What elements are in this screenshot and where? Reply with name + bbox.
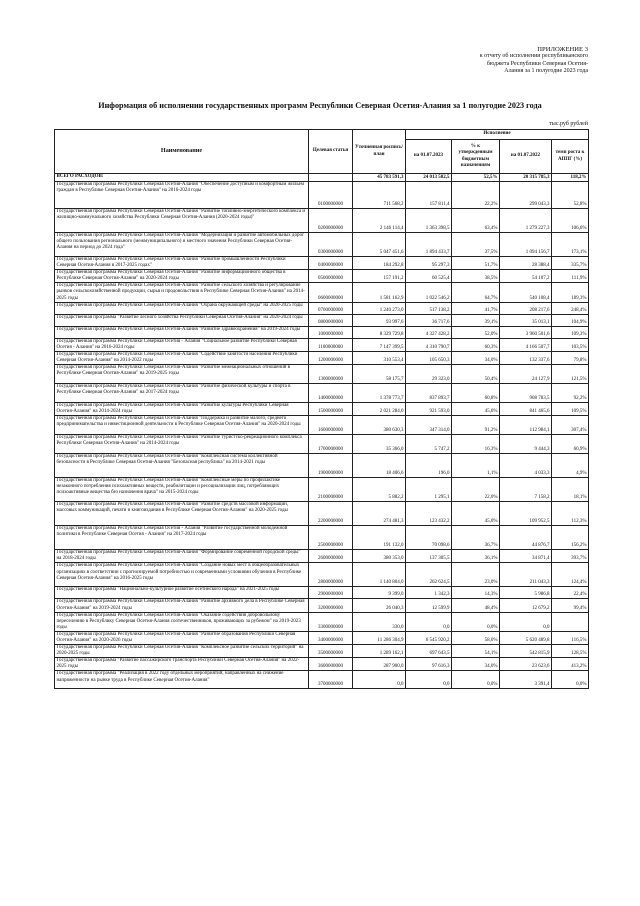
growth-value: 116,5% (552, 631, 589, 644)
table-row (55, 283, 589, 302)
table-row (55, 314, 589, 326)
header-plan: Уточненная роспись/план (353, 130, 406, 174)
plan-value: 26 040,3 (353, 599, 406, 612)
growth-value: 106,6% (552, 209, 589, 233)
plan-value: 9 399,0 (353, 587, 406, 599)
exec-2022-value: 4 166 507,7 (500, 338, 552, 351)
table-row (55, 326, 589, 338)
program-name: Государственная программа Республики Северная Осетия-Алания "Создание новых мест в общеобразовательных организациях в соответствии с прогнозируемой потребностью и современными условиями обучения в Республике Северная Осетия-Алания" на 2016-2025 годы (55, 563, 309, 587)
growth-value: 4,9% (552, 454, 589, 478)
table-row (55, 671, 589, 689)
target-code: 3400000000 (309, 631, 353, 644)
exec-2023-value: 5 747,2 (406, 435, 452, 454)
growth-value: 111,9% (552, 270, 589, 283)
program-name: Государственная программа Республики Северная Осетия-Алания "Формирование современной городской среды" на 2018-2024 годы (55, 550, 309, 563)
percent-value: 16,3% (452, 435, 500, 454)
table-row (55, 403, 589, 416)
exec-2022-value: 908 783,5 (500, 384, 552, 403)
exec-2022-value: 44 876,7 (500, 526, 552, 550)
growth-value (552, 612, 589, 631)
table-row (55, 209, 589, 233)
program-name: Государственная программа Республики Северная Осетия-Алания "Развитие топливно-энергетического комплекса и жилищно-коммунального хозяйства Республики Северная Осетия-Алания (2020-2024 годы)" (55, 209, 309, 233)
program-name: Государственная программа "Развитие пассажирского транспорта Республики Северная Осетия-Алания" на 2022-2025 годы (55, 658, 309, 671)
growth-value: 413,2% (552, 658, 589, 671)
program-name: Государственная программа Республики Северная Осетия-Алания "Охрана окружающей среды" на 2020-2025 годы (55, 302, 309, 314)
target-code: 0500000000 (309, 270, 353, 283)
exec-2022-value: 208 217,6 (500, 302, 552, 314)
exec-2023-value: 921 593,0 (406, 403, 452, 416)
exec-2022-value: 542 815,9 (500, 645, 552, 658)
percent-value: 14,3% (452, 587, 500, 599)
plan-value: 380 353,0 (353, 550, 406, 563)
header-code: Целевая статья (309, 130, 353, 174)
header-execution: Исполнение (406, 130, 589, 140)
target-code: 0700000000 (309, 302, 353, 314)
percent-value: 52,0% (452, 326, 500, 338)
exec-2023-value: 347 314,0 (406, 416, 452, 435)
percent-value: 45,0% (452, 502, 500, 526)
growth-value: 99,4% (552, 599, 589, 612)
exec-2023-value: 6 545 920,2 (406, 631, 452, 644)
plan-value: 274 481,3 (353, 502, 406, 526)
percent-value: 60,3% (452, 338, 500, 351)
table-row (55, 612, 589, 631)
target-code: 1300000000 (309, 365, 353, 384)
percent-value: 22,0% (452, 478, 500, 502)
program-name: Государственная программа Республики Северная Осетия-Алания "Обеспечение доступным и комфортным жильем граждан в Республике Северная Осетия-Алания" на 2016-2024 годы (55, 182, 309, 209)
table-row (55, 454, 589, 478)
document-title: Информация об исполнении государственных программ Республики Северная Осетия-Алания за 1 полугодие 2023 года (98, 101, 542, 110)
exec-2022-value: 7 158,2 (500, 478, 552, 502)
table-row (55, 587, 589, 599)
total-name: ВСЕГО РАСХОДОВ: (55, 174, 309, 182)
exec-2023-value: 4 327 428,2 (406, 326, 452, 338)
exec-2023-value: 1 342,3 (406, 587, 452, 599)
units-label: тыс.руб рублей (549, 121, 588, 127)
table-row (55, 416, 589, 435)
percent-value: 36,7% (452, 526, 500, 550)
percent-value: 0,0% (452, 612, 500, 631)
table-header (55, 130, 589, 174)
table-row (55, 338, 589, 351)
header-percent: % к утвержденным бюджетным назначениям (452, 140, 500, 174)
percent-value: 91,2% (452, 416, 500, 435)
exec-2023-value: 1 295,1 (406, 478, 452, 502)
exec-2022-value: 4 033,3 (500, 454, 552, 478)
program-name: Государственная программа "Национально-культурное развитие осетинского народа" на 2021-2025 годы (55, 587, 309, 599)
target-code: 1500000000 (309, 403, 353, 416)
total-row (55, 174, 589, 182)
total-growth: 118,2% (552, 174, 589, 182)
percent-value: 50,4% (452, 365, 500, 384)
exec-2022-value: 3 960 501,6 (500, 326, 552, 338)
program-name: Государственная программа Республики Северная Осетия-Алания "Развитие культуры Республики Северная Осетия-Алания" на 2014-2024 годы (55, 403, 309, 416)
table-row (55, 563, 589, 587)
exec-2023-value: 70 098,6 (406, 526, 452, 550)
exec-2022-value: 109 952,5 (500, 502, 552, 526)
program-name: Государственная программа Республики Северная Осетия-Алания "Развитие средств массовой информации, массовых коммуникаций, печати и книгоиздания в Республике Северная Осетия-Алания" на 2020-2025 годы (55, 502, 309, 526)
percent-value: 54,1% (452, 645, 500, 658)
table-row (55, 257, 589, 270)
exec-2022-value: 24 127,9 (500, 365, 552, 384)
target-code: 0200000000 (309, 209, 353, 233)
program-name: Государственная программа Республики Северная Осетия-Алания "Модернизация и развитие автомобильных дорог общего пользования регионального (межмуниципального) и местного значения Республики Северная Осетия-Алания на период до 2024 года" (55, 233, 309, 257)
target-code: 2900000000 (309, 587, 353, 599)
target-code: 2500000000 (309, 526, 353, 550)
target-code: 0100000000 (309, 182, 353, 209)
target-code: 1700000000 (309, 435, 353, 454)
exec-2022-value: 34 871,4 (500, 550, 552, 563)
table-row (55, 502, 589, 526)
table-row (55, 478, 589, 502)
exec-2022-value: 0,0 (500, 612, 552, 631)
program-name: Государственная программа Республики Северная Осетия-Алания "Развитие образования Республики Северная Осетия-Алания" на 2020-2026 годы (55, 631, 309, 644)
plan-value: 184 292,8 (353, 257, 406, 270)
program-name: Государственная программа Республики Северная Осетия-Алания "Развитие межнациональных отношений в Республике Северная Осетия-Алания" на 2019-2025 годы (55, 365, 309, 384)
exec-2022-value: 841 465,6 (500, 403, 552, 416)
percent-value: 48,4% (452, 599, 500, 612)
exec-2022-value: 1 094 156,7 (500, 233, 552, 257)
target-code: 3700000000 (309, 671, 353, 689)
exec-2022-value: 299 043,3 (500, 182, 552, 209)
target-code: 3500000000 (309, 645, 353, 658)
plan-value: 8 329 729,8 (353, 326, 406, 338)
exec-2023-value: 0,0 (406, 612, 452, 631)
target-code: 1000000000 (309, 326, 353, 338)
exec-2022-value: 211 043,3 (500, 563, 552, 587)
plan-value: 287 900,0 (353, 658, 406, 671)
exec-2023-value: 105 650,3 (406, 351, 452, 364)
target-code: 1400000000 (309, 384, 353, 403)
growth-value: 335,7% (552, 257, 589, 270)
target-code: 2200000000 (309, 502, 353, 526)
exec-2023-value: 262 624,5 (406, 563, 452, 587)
growth-value: 18,1% (552, 478, 589, 502)
exec-2023-value: 95 297,3 (406, 257, 452, 270)
growth-value: 124,4% (552, 563, 589, 587)
total-percent: 52,5% (452, 174, 500, 182)
exec-2022-value: 540 108,4 (500, 283, 552, 302)
target-code: 0300000000 (309, 233, 353, 257)
percent-value: 60,8% (452, 384, 500, 403)
header-exec-2022: на 01.07.2022 (500, 140, 552, 174)
program-name: Государственная программа Республики Северная Осетия-Алания "Развитие физической культуры и спорта в Республике Северная Осетия-Алания" на 2017-2024 годы (55, 384, 309, 403)
percent-value: 0,0% (452, 671, 500, 689)
growth-value: 103,5% (552, 338, 589, 351)
growth-value: 92,2% (552, 384, 589, 403)
table-row (55, 631, 589, 644)
percent-value: 1,1% (452, 454, 500, 478)
percent-value: 58,0% (452, 631, 500, 644)
appendix-line: ПРИЛОЖЕНИЕ 3 (537, 46, 588, 53)
exec-2022-value: 23 623,6 (500, 658, 552, 671)
plan-value: 93 997,6 (353, 314, 406, 326)
percent-value: 37,5% (452, 233, 500, 257)
target-code: 0600000000 (309, 283, 353, 302)
plan-value: 2 146 114,4 (353, 209, 406, 233)
table-row (55, 270, 589, 283)
target-code: 1200000000 (309, 351, 353, 364)
exec-2023-value: 29 323,0 (406, 365, 452, 384)
growth-value: 79,8% (552, 351, 589, 364)
program-name: Государственная программа Республики Северная Осетия-Алания "Развитие сельского хозяйства и регулирование рынков сельскохозяйственной продукции, сырья и продовольствия в Республике Северная Осетия-Алания" на 2014-2025 годы (55, 283, 309, 302)
plan-value: 157 191,2 (353, 270, 406, 283)
growth-value: 156,2% (552, 526, 589, 550)
plan-value: 1 378 773,7 (353, 384, 406, 403)
plan-value: 5 882,2 (353, 478, 406, 502)
appendix-note (418, 46, 588, 75)
percent-value: 34,0% (452, 351, 500, 364)
appendix-line: бюджета Республики Северная Осетия- (486, 60, 588, 67)
exec-2022-value: 5 986,8 (500, 587, 552, 599)
exec-2023-value: 0,0 (406, 671, 452, 689)
program-name: Государственная программа "Развитие лесного хозяйства Республики Северная Осетия-Алания" на 2020-2024 годы (55, 314, 309, 326)
exec-2023-value: 60 525,4 (406, 270, 452, 283)
exec-2023-value: 157 811,4 (406, 182, 452, 209)
growth-value: 109,3% (552, 326, 589, 338)
program-name: Государственная программа Республики Северная Осетия-Алания "Содействие занятости населения Республики Северная Осетия-Алания" на 2014-2022 годы (55, 351, 309, 364)
table-row (55, 302, 589, 314)
header-growth: темп роста к АППГ (%) (552, 140, 589, 174)
growth-value: 52,8% (552, 182, 589, 209)
exec-2022-value: 1 279 227,3 (500, 209, 552, 233)
total-exec: 24 013 582,5 (406, 174, 452, 182)
total-plan: 45 783 591,3 (353, 174, 406, 182)
plan-value: 5 047 451,6 (353, 233, 406, 257)
table-body (55, 174, 589, 689)
exec-2022-value: 9 444,3 (500, 435, 552, 454)
header-exec-2023: на 01.07.2023 (406, 140, 452, 174)
percent-value: 38,5% (452, 270, 500, 283)
plan-value: 1 140 804,0 (353, 563, 406, 587)
table-row (55, 658, 589, 671)
target-code: 1100000000 (309, 338, 353, 351)
growth-value: 0,0% (552, 671, 589, 689)
growth-value: 393,7% (552, 550, 589, 563)
programs-table (54, 129, 589, 689)
exec-2022-value: 132 337,6 (500, 351, 552, 364)
exec-2023-value: 1 363 398,5 (406, 209, 452, 233)
growth-value: 121,5% (552, 365, 589, 384)
exec-2022-value: 28 388,4 (500, 257, 552, 270)
plan-value: 11 286 304,9 (353, 631, 406, 644)
growth-value: 22,4% (552, 587, 589, 599)
program-name: Государственная программа Республики Северная Осетия-Алания "Комплексная система коллективной безопасности в Республике Северная Осетия-Алания "Безопасная республика" на 2014-2021 годы (55, 454, 309, 478)
percent-value: 39,1% (452, 314, 500, 326)
program-name: Государственная программа "Реализация в 2022 году отдельных мероприятий, направленных на снижение напряженности на рынке труда в Республике Северная Осетия-Алания" (55, 671, 309, 689)
percent-value: 64,7% (452, 283, 500, 302)
program-name: Государственная программа Республики Северная Осетия-Алания "Развитие информационного общества в Республике Северная Осетия-Алания" на 2020-2024 годы (55, 270, 309, 283)
target-code: 3600000000 (309, 658, 353, 671)
target-code: 2100000000 (309, 478, 353, 502)
growth-value: 189,3% (552, 283, 589, 302)
percent-value: 34,0% (452, 658, 500, 671)
growth-value: 112,3% (552, 502, 589, 526)
target-code: 0800000000 (309, 314, 353, 326)
exec-2022-value: 35 013,1 (500, 314, 552, 326)
target-code: 3200000000 (309, 599, 353, 612)
target-code: 2600000000 (309, 550, 353, 563)
table-row (55, 384, 589, 403)
exec-2022-value: 54 107,2 (500, 270, 552, 283)
exec-2023-value: 1 022 546,2 (406, 283, 452, 302)
program-name: Государственная программа Республики Северная Осетия-Алания "Развитие туристско-рекреационного комплекса Республики Северная Осетия-Алания" на 2014-2024 годы (55, 435, 309, 454)
exec-2023-value: 196,0 (406, 454, 452, 478)
percent-value: 41,7% (452, 302, 500, 314)
exec-2022-value: 112 984,1 (500, 416, 552, 435)
percent-value: 22,2% (452, 182, 500, 209)
table-row (55, 233, 589, 257)
table-row (55, 526, 589, 550)
program-name: Государственная программа Республики Северная Осетия-Алания "Комплексное развитие сельских территорий" на 2020-2025 годы (55, 645, 309, 658)
exec-2023-value: 12 599,9 (406, 599, 452, 612)
appendix-line: к отчету об исполнении республиканского (479, 53, 588, 60)
table-row (55, 365, 589, 384)
plan-value: 380 630,3 (353, 416, 406, 435)
header-name: Наименование (55, 130, 309, 174)
exec-2023-value: 123 432,2 (406, 502, 452, 526)
growth-value: 128,5% (552, 645, 589, 658)
table-row (55, 182, 589, 209)
program-name: Государственная программа Республики Северная Осетия-Алания "Поддержка и развитие малого, среднего предпринимательства и инвестиционной деятельности в Республике Северная Осетия-Алания" на 2020-2024 годы (55, 416, 309, 435)
plan-value: 191 132,0 (353, 526, 406, 550)
growth-value: 248,4% (552, 302, 589, 314)
exec-2023-value: 837 893,7 (406, 384, 452, 403)
plan-value: 35 366,0 (353, 435, 406, 454)
target-code: 3300000000 (309, 612, 353, 631)
program-name: Государственная программа Республики Северная Осетия-Алания "Развитие архивного дела в Республике Северная Осетия-Алания" на 2019-2024 годы (55, 599, 309, 612)
percent-value: 51,7% (452, 257, 500, 270)
growth-value: 104,9% (552, 314, 589, 326)
growth-value: 173,1% (552, 233, 589, 257)
plan-value: 711 568,2 (353, 182, 406, 209)
exec-2023-value: 97 616,3 (406, 658, 452, 671)
exec-2023-value: 137 305,5 (406, 550, 452, 563)
program-name: Государственная программа Республики Северная Осетия - Алания "Социальное развитие Республики Северная Осетия - Алания" на 2016-2024 годы (55, 338, 309, 351)
appendix-line: Алания за 1 полугодие 2023 года (504, 67, 588, 74)
plan-value: 18 406,6 (353, 454, 406, 478)
exec-2023-value: 4 310 790,7 (406, 338, 452, 351)
plan-value: 310 553,4 (353, 351, 406, 364)
exec-2023-value: 697 643,5 (406, 645, 452, 658)
plan-value: 0,0 (353, 671, 406, 689)
percent-value: 36,1% (452, 550, 500, 563)
target-code: 1900000000 (309, 454, 353, 478)
exec-2022-value: 5 620 489,8 (500, 631, 552, 644)
table-row (55, 599, 589, 612)
program-name: Государственная программа Республики Северная Осетия-Алания "Оказание содействия добровольному переселению в Республику Северная Осетия-Алания соотечественников, проживающих за рубежом" на 2019-2023 годы (55, 612, 309, 631)
table-row (55, 645, 589, 658)
percent-value: 63,4% (452, 209, 500, 233)
total-prev: 20 315 785,3 (500, 174, 552, 182)
plan-value: 2 021 284,0 (353, 403, 406, 416)
growth-value: 60,9% (552, 435, 589, 454)
program-name: Государственная программа Республики Северная Осетия-Алания "Комплексные меры по профилактике незаконного потребления психоактивных веществ, реабилитации и ресоциализации лиц, потребляющих психоактивные вещества без назначения врача" на 2015-2024 годы (55, 478, 309, 502)
total-code (309, 174, 353, 182)
target-code: 2800000000 (309, 563, 353, 587)
table-row (55, 550, 589, 563)
plan-value: 1 240 273,0 (353, 302, 406, 314)
table-row (55, 351, 589, 364)
exec-2022-value: 3 391,4 (500, 671, 552, 689)
exec-2022-value: 12 679,2 (500, 599, 552, 612)
target-code: 1600000000 (309, 416, 353, 435)
program-name: Государственная программа Республики Северная Осетия-Алания "Развитие промышленности Республики Северная Осетия-Алания в 2017-2025 годах" (55, 257, 309, 270)
plan-value: 1 289 162,1 (353, 645, 406, 658)
growth-value: 307,4% (552, 416, 589, 435)
percent-value: 23,0% (452, 563, 500, 587)
exec-2023-value: 36 717,6 (406, 314, 452, 326)
table-row (55, 435, 589, 454)
exec-2023-value: 1 894 433,7 (406, 233, 452, 257)
plan-value: 58 175,7 (353, 365, 406, 384)
growth-value: 109,5% (552, 403, 589, 416)
plan-value: 330,0 (353, 612, 406, 631)
program-name: Государственная программа Республики Северная Осетия-Алания "Развитие здравоохранения" на 2019-2024 годы (55, 326, 309, 338)
plan-value: 7 147 399,5 (353, 338, 406, 351)
percent-value: 45,6% (452, 403, 500, 416)
exec-2023-value: 517 138,2 (406, 302, 452, 314)
plan-value: 1 581 162,9 (353, 283, 406, 302)
program-name: Государственная программа Республики Северная Осетия - Алания "Развитие государственной молодежной политики в Республике Северная Осетия - Алания" на 2017-2024 годы (55, 526, 309, 550)
target-code: 0400000000 (309, 257, 353, 270)
